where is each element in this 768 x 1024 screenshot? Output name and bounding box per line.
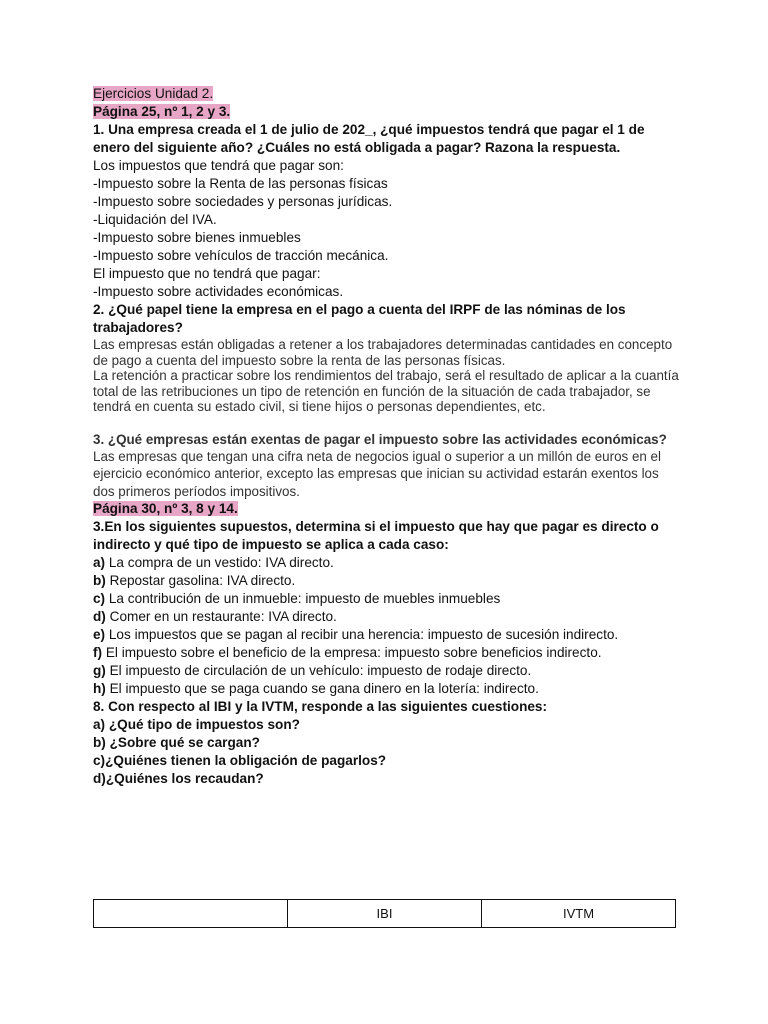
question-2: 2. ¿Qué papel tiene la empresa en el pago a cuenta del IRPF de las nóminas de los trabajadores?	[93, 302, 626, 335]
ibi-ivtm-table	[93, 899, 676, 928]
answer-1-line: -Impuesto sobre vehículos de tracción mecánica.	[93, 248, 389, 263]
question-8-item: c)¿Quiénes tienen la obligación de pagarlos?	[93, 753, 387, 768]
table-cell-ibi: IBI	[288, 900, 482, 928]
question-3: 3. ¿Qué empresas están exentas de pagar el impuesto sobre las actividades económicas?	[93, 431, 667, 447]
list-item: h) El impuesto que se paga cuando se gana dinero en la lotería: indirecto.	[93, 681, 539, 696]
answer-2-paragraph-1: Las empresas están obligadas a retener a los trabajadores determinadas cantidades en concepto de pago a cuenta del impuesto sobre la renta de las personas físicas.	[93, 337, 673, 368]
list-item: c) La contribución de un inmueble: impuesto de muebles inmuebles	[93, 591, 501, 606]
list-item: b) Repostar gasolina: IVA directo.	[93, 573, 296, 588]
document-page	[93, 85, 683, 788]
unit-heading: Ejercicios Unidad 2.	[93, 86, 214, 101]
answer-3: Las empresas que tengan una cifra neta de negocios igual o superior a un millón de euros en el ejercicio económico anterior, excepto las empresas que inician su actividad estarán exentos los dos primeros períodos impositivos.	[93, 448, 661, 499]
table-row	[94, 900, 676, 928]
question-3b: 3.En los siguientes supuestos, determina si el impuesto que hay que pagar es directo o indirecto y qué tipo de impuesto se aplica a cada caso:	[93, 519, 659, 552]
answer-1-line: -Impuesto sobre actividades económicas.	[93, 284, 344, 299]
answer-1-line: -Impuesto sobre sociedades y personas jurídicas.	[93, 194, 393, 209]
question-1: 1. Una empresa creada el 1 de julio de 202_, ¿qué impuestos tendrá que pagar el 1 de enero del siguiente año? ¿Cuáles no está obligada a pagar? Razona la respuesta.	[93, 122, 645, 155]
list-item: g) El impuesto de circulación de un vehículo: impuesto de rodaje directo.	[93, 663, 532, 678]
list-item: f) El impuesto sobre el beneficio de la empresa: impuesto sobre beneficios indirecto.	[93, 645, 602, 660]
answer-1-line: El impuesto que no tendrá que pagar:	[93, 266, 321, 281]
question-8: 8. Con respecto al IBI y la IVTM, responde a las siguientes cuestiones:	[93, 699, 548, 714]
answer-1-line: Los impuestos que tendrá que pagar son:	[93, 158, 344, 173]
list-item: a) La compra de un vestido: IVA directo.	[93, 555, 334, 570]
table-cell-empty	[94, 900, 288, 928]
page-ref-heading-1: Página 25, nº 1, 2 y 3.	[93, 104, 231, 119]
question-8-item: d)¿Quiénes los recaudan?	[93, 771, 264, 786]
list-item: d) Comer en un restaurante: IVA directo.	[93, 609, 337, 624]
answer-1-line: -Impuesto sobre bienes inmuebles	[93, 230, 301, 245]
answer-1-line: -Liquidación del IVA.	[93, 212, 217, 227]
question-8-item: b) ¿Sobre qué se cargan?	[93, 735, 260, 750]
table-cell-ivtm: IVTM	[482, 900, 676, 928]
question-8-item: a) ¿Qué tipo de impuestos son?	[93, 717, 300, 732]
page-ref-heading-2: Página 30, nº 3, 8 y 14.	[93, 501, 238, 516]
list-item: e) Los impuestos que se pagan al recibir una herencia: impuesto de sucesión indirecto.	[93, 627, 619, 642]
answer-2-paragraph-2: La retención a practicar sobre los rendimientos del trabajo, será el resultado de aplicar a la cuantía total de las retribuciones un tipo de retención en función de la situación de cada trabajador, se tendrá en cuenta su estado civil, si tiene hijos o personas dependientes, etc.	[93, 368, 679, 414]
answer-1-line: -Impuesto sobre la Renta de las personas físicas	[93, 176, 388, 191]
